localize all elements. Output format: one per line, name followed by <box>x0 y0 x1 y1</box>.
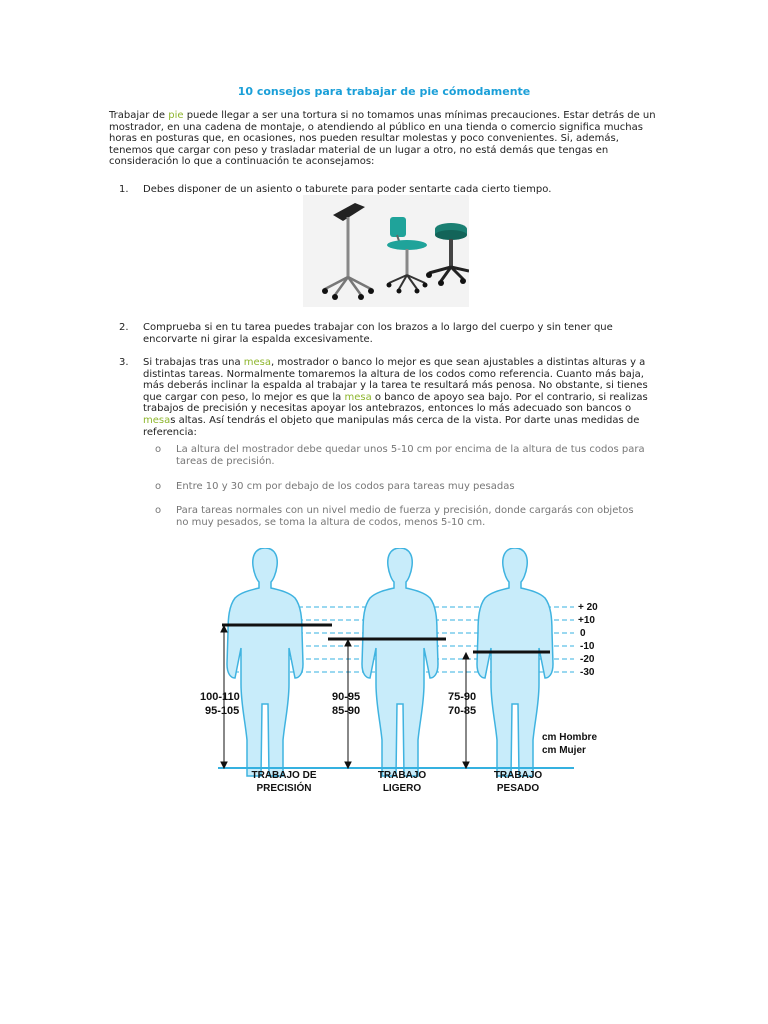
tip-text: Debes disponer de un asiento o taburete para poder sentarte cada cierto tiempo. <box>143 184 552 195</box>
svg-text:75-90: 75-90 <box>448 691 477 703</box>
bullet-text: La altura del mostrador debe quedar unos 5-10 cm por encima de la altura de tus codos para tareas de precisión. <box>176 444 645 467</box>
svg-text:-30: -30 <box>580 667 595 678</box>
captions <box>251 770 542 794</box>
svg-text:TRABAJO DE: TRABAJO DE <box>251 770 317 781</box>
scale-labels <box>578 602 598 678</box>
svg-text:85-90: 85-90 <box>332 705 361 717</box>
svg-text:+10: +10 <box>578 615 595 626</box>
bullet-marker: o <box>155 444 162 455</box>
bullet-item-3 <box>155 505 645 529</box>
bullet-text: Para tareas normales con un nivel medio de fuerza y precisión, donde cargarás con objetos no muy pesados, se toma la altura de codos, menos 5-10 cm. <box>176 505 634 528</box>
tip-item-2 <box>109 322 664 345</box>
tip-text: Si trabajas tras una mesa, mostrador o banco lo mejor es que sean ajustables a distintas alturas y a distintas tareas. Normalmente tomaremos la altura de los codos como referencia. Cuanto más baja, más deberás inclinar la espalda al trabajar y la tarea te resultará más penosa. No obstante, si tienes que cargar con peso, lo mejor es que la mesa o banco de apoyo sea bajo. Por el contrario, si realizas trabajos de precisión y necesitas apoyar los antebrazos, entonces lo más adecuado son bancos o mesas altas. Así tendrás el objeto que manipulas más cerca de la vista. Por darte unas medidas de referencia: <box>143 357 648 438</box>
unit-labels <box>542 732 597 756</box>
tip-text: Comprueba si en tu tarea puedes trabajar con los brazos a lo largo del cuerpo y sin tener que encorvarte ni girar la espalda excesivamente. <box>143 322 613 345</box>
tip-item-3 <box>109 357 664 438</box>
svg-text:TRABAJO: TRABAJO <box>377 770 427 781</box>
svg-text:95-105: 95-105 <box>205 705 240 717</box>
tip-number: 3. <box>119 357 129 368</box>
mesa-link[interactable]: mesa <box>243 357 272 368</box>
intro-text: Trabajar de <box>109 110 169 121</box>
bullet-text: Entre 10 y 30 cm por debajo de los codos para tareas muy pesadas <box>176 481 515 492</box>
pie-link[interactable]: pie <box>168 110 184 121</box>
figure-precision-icon <box>227 548 303 776</box>
svg-text:-10: -10 <box>580 641 595 652</box>
svg-text:LIGERO: LIGERO <box>382 783 422 794</box>
svg-text:PESADO: PESADO <box>496 783 540 794</box>
svg-text:PRECISIÓN: PRECISIÓN <box>256 783 312 794</box>
bullet-item-2 <box>155 481 645 493</box>
svg-text:+ 20: + 20 <box>578 602 598 613</box>
intro-paragraph <box>109 110 664 168</box>
mesa-link[interactable]: mesa <box>344 391 372 403</box>
page-title: 10 consejos para trabajar de pie cómodamente <box>237 85 531 98</box>
svg-text:TRABAJO: TRABAJO <box>493 770 543 781</box>
svg-text:cm Mujer: cm Mujer <box>542 745 586 756</box>
tip-number: 2. <box>119 322 129 333</box>
svg-text:70-85: 70-85 <box>448 705 477 717</box>
tip-number: 1. <box>119 184 129 195</box>
svg-text:90-95: 90-95 <box>332 691 361 703</box>
intro-text-rest: puede llegar a ser una tortura si no tomamos unas mínimas precauciones. Estar detrás de un mostrador, en una cadena de montaje, o atendiendo al público en una tienda o comercio significa muchas horas en posturas que, en ocasiones, nos pueden resultar molestas y poco convenientes. Si, además, tenemos que cargar con peso y trasladar material de un lugar a otro, no está demás que tengas en consideración lo que a continuación te aconsejamos: <box>109 110 656 168</box>
svg-text:cm Hombre: cm Hombre <box>542 732 598 743</box>
bullet-marker: o <box>155 505 162 516</box>
figure-light-icon <box>362 548 438 776</box>
bullet-marker: o <box>155 481 162 492</box>
tip-item-1 <box>109 184 664 196</box>
svg-text:100-110: 100-110 <box>200 691 240 703</box>
svg-text:-20: -20 <box>580 654 595 665</box>
stools-image <box>303 195 469 307</box>
bullet-item-1 <box>155 444 645 468</box>
svg-text:0: 0 <box>580 628 586 639</box>
work-height-diagram <box>190 548 620 798</box>
mesa-link[interactable]: mesa <box>143 414 171 426</box>
